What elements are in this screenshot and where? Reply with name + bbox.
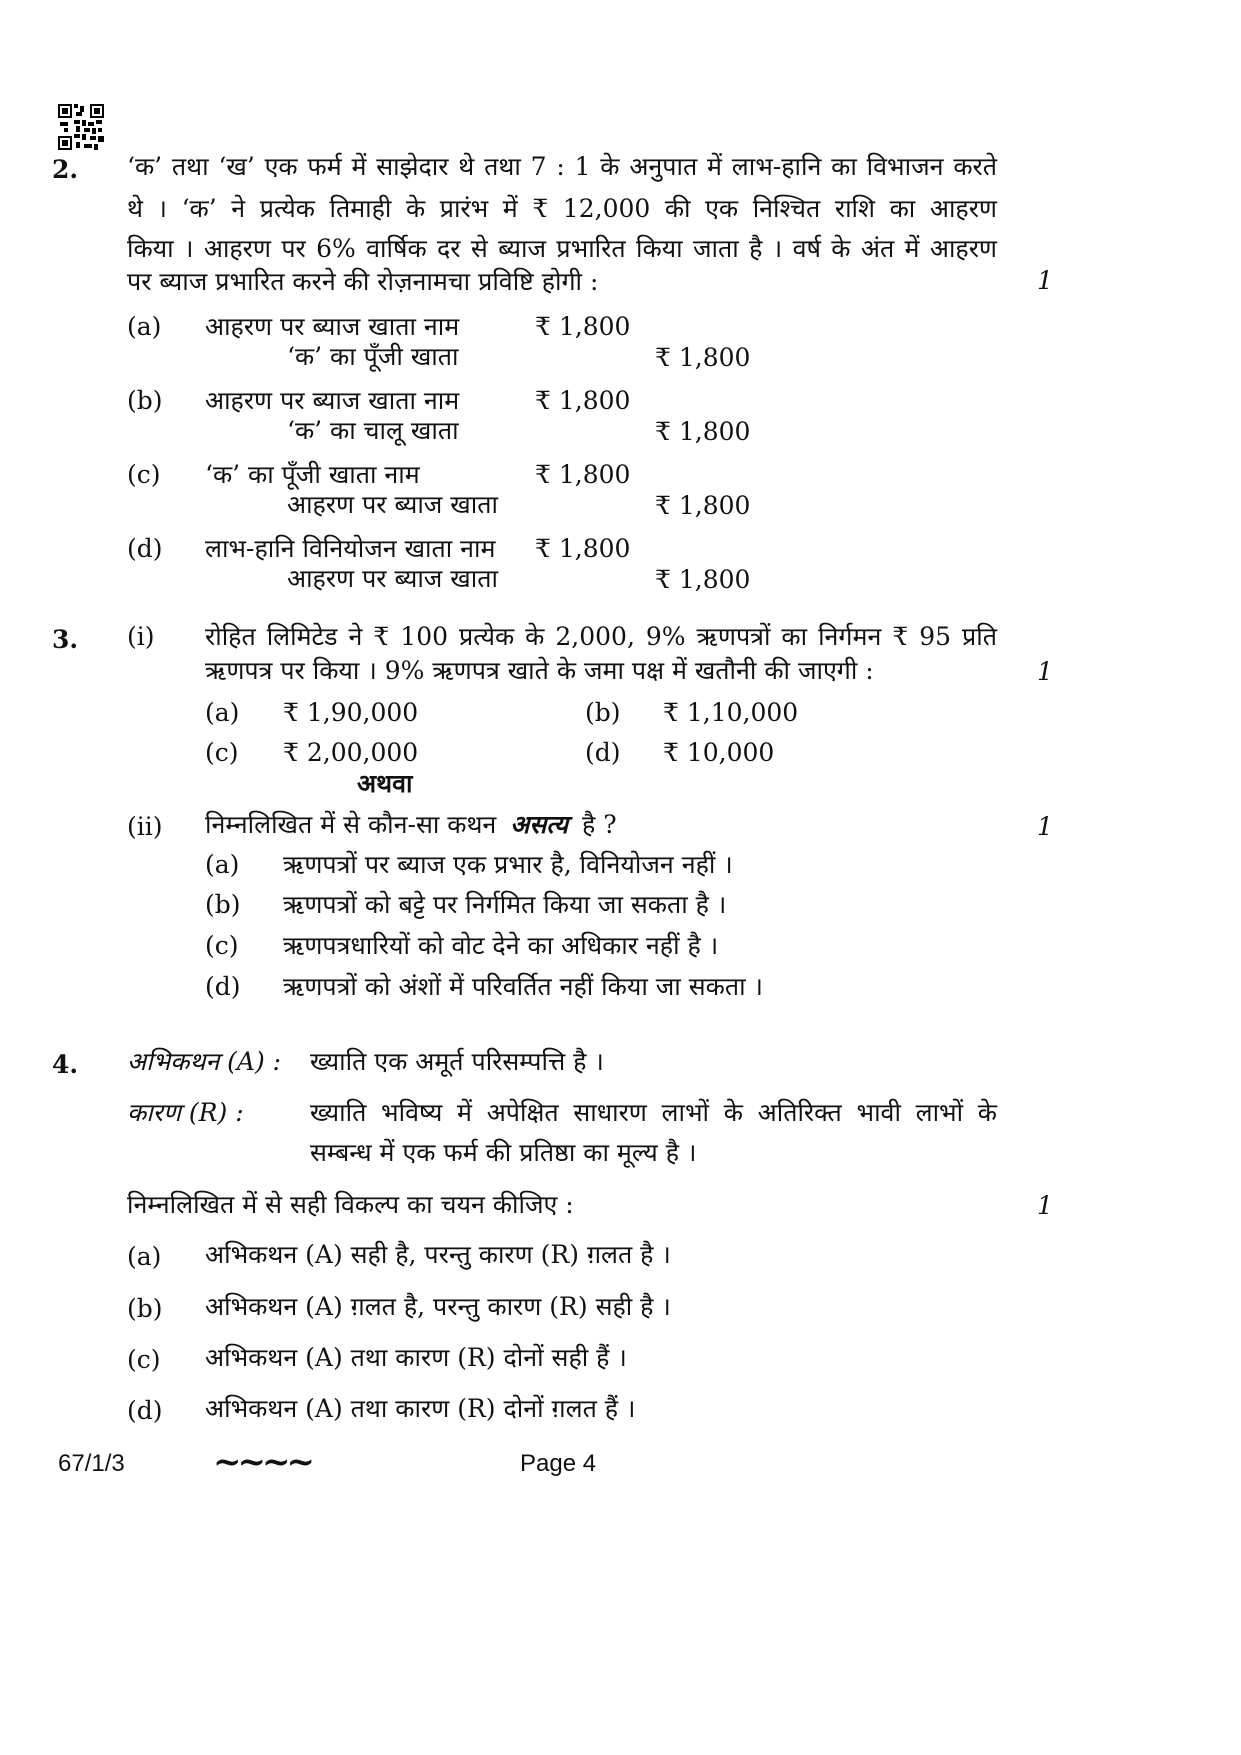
paper-code: 67/1/3: [58, 1450, 125, 1477]
emphasis-word: असत्य: [510, 810, 569, 839]
credit-account: ‘क’ का पूँजी खाता: [287, 342, 459, 371]
credit-amount: ₹ 1,800: [655, 417, 751, 446]
assertion-label: अभिकथन (A) :: [127, 1047, 282, 1076]
credit-account: आहरण पर ब्याज खाता: [287, 490, 498, 519]
debit-amount: ₹ 1,800: [535, 460, 631, 489]
debit-account: लाभ-हानि विनियोजन खाता नाम: [205, 534, 496, 563]
option-label: (b): [127, 386, 163, 415]
option-text: ऋणपत्रों को बट्टे पर निर्गमित किया जा सकता है ।: [283, 890, 727, 919]
question-text-before: निम्नलिखित में से कौन-सा कथन: [205, 810, 497, 839]
credit-amount: ₹ 1,800: [655, 343, 751, 372]
reason-label: कारण (R) :: [127, 1098, 244, 1127]
option-text: अभिकथन (A) सही है, परन्तु कारण (R) ग़लत है ।: [205, 1240, 671, 1269]
option-label: (a): [127, 1242, 162, 1271]
question-text-line: ‘क’ तथा ‘ख’ एक फर्म में साझेदार थे तथा 7 : 1 के अनुपात में लाभ-हानि का विभाजन करते: [127, 152, 997, 181]
debit-amount: ₹ 1,800: [535, 534, 631, 563]
question-text-line: रोहित लिमिटेड ने ₹ 100 प्रत्येक के 2,000, 9% ऋणपत्रों का निर्गमन ₹ 95 प्रति: [205, 622, 997, 651]
option-text: ऋणपत्रों को अंशों में परिवर्तित नहीं किया जा सकता ।: [283, 972, 763, 1001]
question-number: 3.: [52, 625, 79, 654]
question-text-line: थे । ‘क’ ने प्रत्येक तिमाही के प्रारंभ में ₹ 12,000 की एक निश्चित राशि का आहरण: [127, 194, 997, 223]
sub-question-label: (ii): [127, 812, 163, 841]
option-label: (b): [205, 890, 241, 919]
page-number: Page 4: [520, 1450, 597, 1477]
debit-account: ‘क’ का पूँजी खाता नाम: [205, 460, 420, 489]
assertion-text: ख्याति एक अमूर्त परिसम्पत्ति है ।: [310, 1047, 604, 1076]
option-text: ऋणपत्रों पर ब्याज एक प्रभार है, विनियोजन नहीं ।: [283, 850, 733, 879]
footer-ornament: ~~~~: [213, 1442, 311, 1482]
option-label: (d): [127, 1396, 163, 1425]
credit-account: ‘क’ का चालू खाता: [287, 416, 459, 445]
credit-amount: ₹ 1,800: [655, 491, 751, 520]
reason-text-line: ख्याति भविष्य में अपेक्षित साधारण लाभों के अतिरिक्त भावी लाभों के: [310, 1098, 997, 1127]
option-text: ₹ 10,000: [663, 738, 775, 767]
option-label: (d): [585, 738, 621, 767]
question-text-line: [205, 808, 617, 842]
qr-code-icon: [58, 104, 104, 150]
option-label: (c): [205, 931, 239, 960]
debit-amount: ₹ 1,800: [535, 312, 631, 341]
credit-amount: ₹ 1,800: [655, 565, 751, 594]
debit-account: आहरण पर ब्याज खाता नाम: [205, 312, 460, 341]
option-text: अभिकथन (A) ग़लत है, परन्तु कारण (R) सही है ।: [205, 1292, 671, 1321]
marks: 1: [1037, 812, 1053, 841]
question-text-line: ऋणपत्र पर किया । 9% ऋणपत्र खाते के जमा पक्ष में खतौनी की जाएगी :: [205, 656, 874, 685]
option-text: ₹ 2,00,000: [283, 738, 419, 767]
debit-amount: ₹ 1,800: [535, 386, 631, 415]
option-label: (d): [205, 972, 241, 1001]
sub-question-label: (i): [127, 622, 155, 651]
or-separator: अथवा: [357, 769, 413, 798]
option-label: (d): [127, 534, 163, 563]
question-number: 4.: [52, 1050, 79, 1079]
option-text: ऋणपत्रधारियों को वोट देने का अधिकार नहीं है ।: [283, 931, 719, 960]
option-label: (b): [585, 698, 621, 727]
question-text-line: पर ब्याज प्रभारित करने की रोज़नामचा प्रविष्टि होगी :: [127, 267, 599, 296]
reason-text-line: सम्बन्ध में एक फर्म की प्रतिष्ठा का मूल्य है ।: [310, 1138, 697, 1167]
option-label: (a): [205, 850, 240, 879]
question-text-after: है ?: [581, 810, 617, 839]
option-text: ₹ 1,10,000: [663, 698, 799, 727]
marks: 1: [1037, 266, 1053, 295]
option-label: (b): [127, 1294, 163, 1323]
credit-account: आहरण पर ब्याज खाता: [287, 564, 498, 593]
option-text: अभिकथन (A) तथा कारण (R) दोनों ग़लत हैं ।: [205, 1394, 636, 1423]
option-text: अभिकथन (A) तथा कारण (R) दोनों सही हैं ।: [205, 1343, 627, 1372]
option-label: (c): [205, 738, 239, 767]
marks: 1: [1037, 657, 1053, 686]
option-label: (a): [127, 312, 162, 341]
question-text-line: किया । आहरण पर 6% वार्षिक दर से ब्याज प्रभारित किया जाता है । वर्ष के अंत में आहरण: [127, 234, 997, 263]
debit-account: आहरण पर ब्याज खाता नाम: [205, 386, 460, 415]
marks: 1: [1037, 1191, 1053, 1220]
option-label: (a): [205, 698, 240, 727]
instruction-text: निम्नलिखित में से सही विकल्प का चयन कीजिए :: [127, 1190, 574, 1219]
option-label: (c): [127, 460, 161, 489]
option-text: ₹ 1,90,000: [283, 698, 419, 727]
option-label: (c): [127, 1345, 161, 1374]
question-number: 2.: [52, 155, 79, 184]
